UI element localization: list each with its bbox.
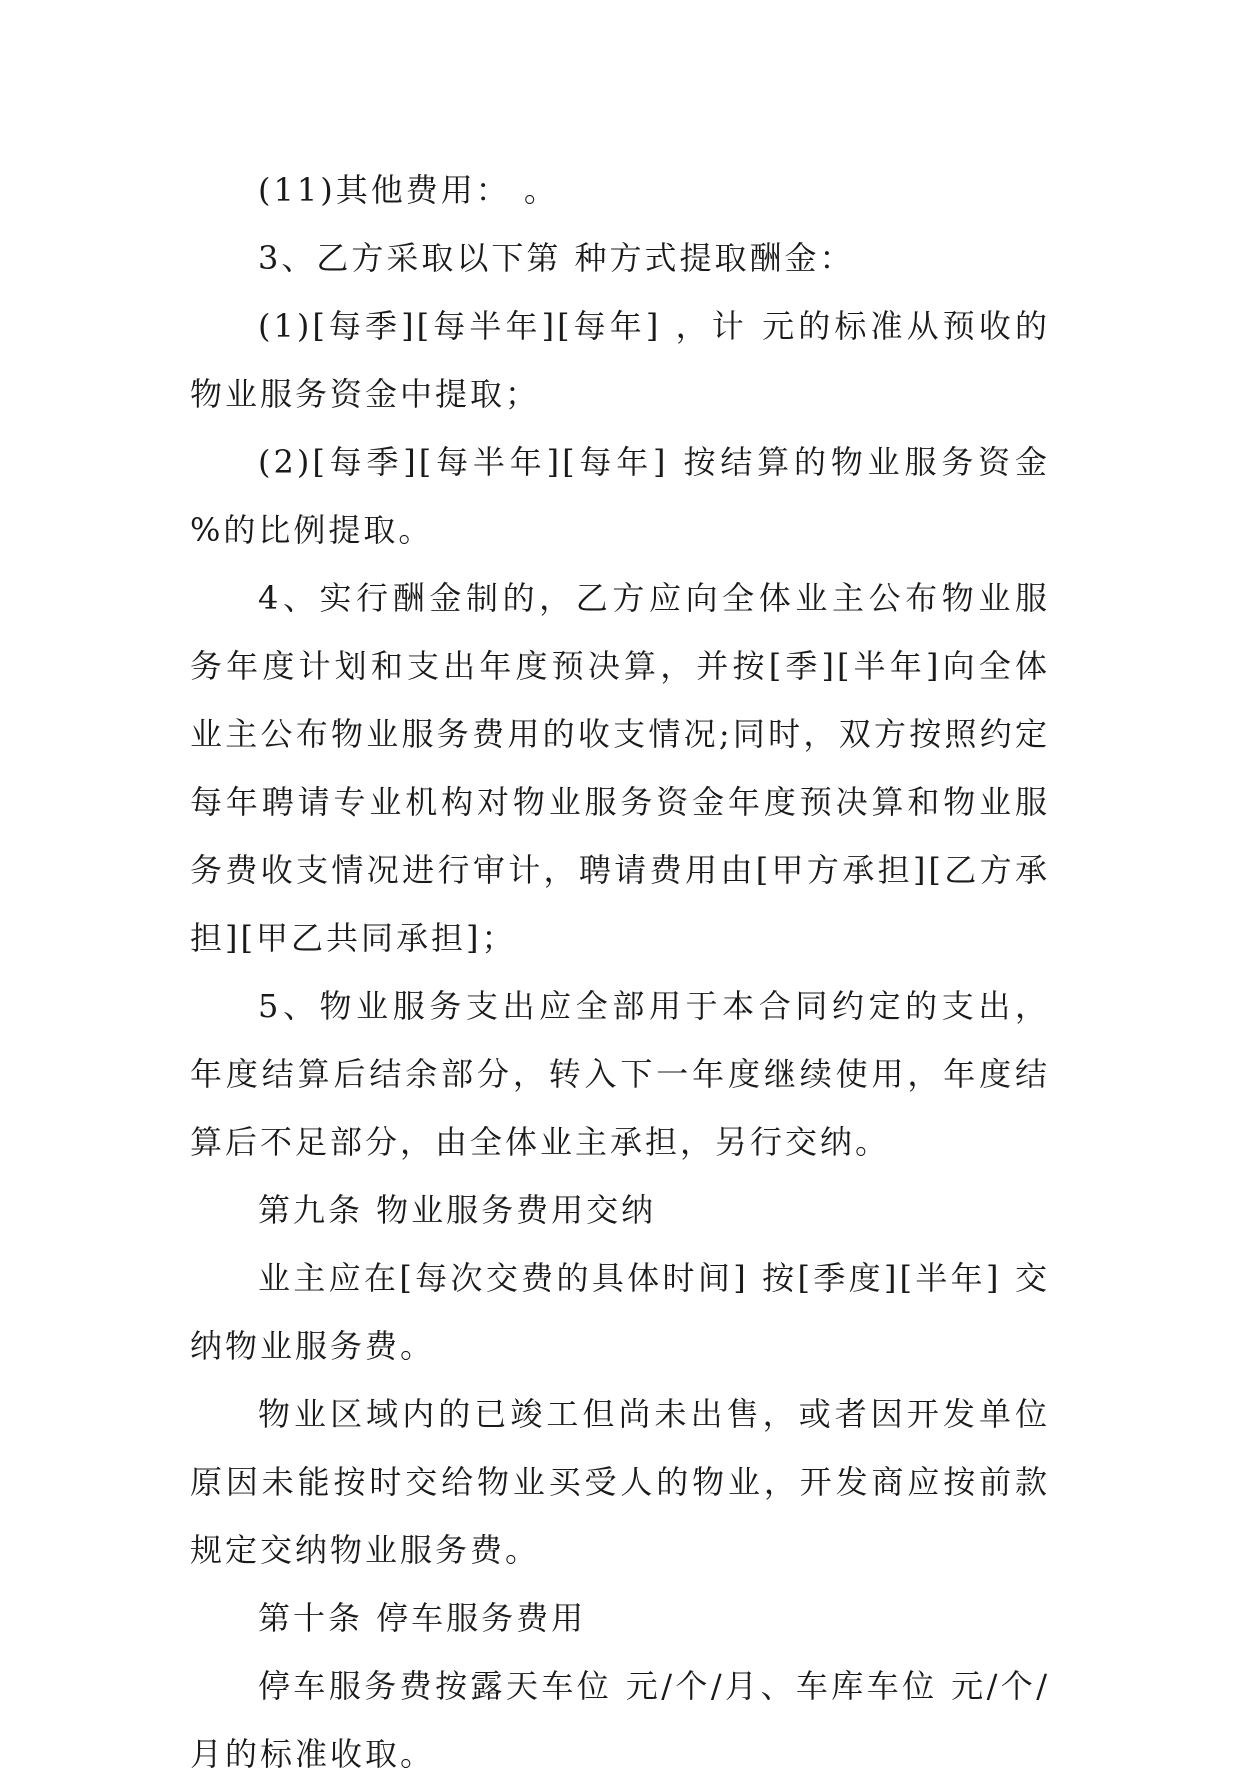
article-9-heading: 第九条 物业服务费用交纳 xyxy=(258,1191,657,1229)
paragraph-article-10-parking: 停车服务费按露天车位 元/个/月、车库车位 元/个/月的标准收取。 xyxy=(190,1667,1050,1773)
paragraph-remuneration-method: 3、乙方采取以下第 种方式提取酬金： xyxy=(258,239,855,277)
paragraph-other-fees: (11)其他费用： 。 xyxy=(258,171,559,209)
paragraph-item-4: 4、实行酬金制的，乙方应向全体业主公布物业服务年度计划和支出年度预决算，并按[季][半年]向全体业主公布物业服务费用的收支情况;同时，双方按照约定每年聘请专业机构对物业服务资金年度预决算和物业服务费收支情况进行审计，聘请费用由[甲方承担][乙方承担][甲乙共同承担]； xyxy=(190,579,1050,957)
paragraph-option-1: (1)[每季][每半年][每年] ，计 元的标准从预收的物业服务资金中提取； xyxy=(190,307,1050,413)
paragraph-option-2: (2)[每季][每半年][每年] 按结算的物业服务资金 %的比例提取。 xyxy=(190,443,1050,549)
paragraph-article-9-developer: 物业区域内的已竣工但尚未出售，或者因开发单位原因未能按时交给物业买受人的物业，开发商应按前款规定交纳物业服务费。 xyxy=(190,1395,1050,1569)
article-10-heading: 第十条 停车服务费用 xyxy=(258,1599,587,1637)
paragraph-article-9-payment: 业主应在[每次交费的具体时间] 按[季度][半年] 交纳物业服务费。 xyxy=(190,1259,1050,1365)
paragraph-item-5: 5、物业服务支出应全部用于本合同约定的支出，年度结算后结余部分，转入下一年度继续使用，年度结算后不足部分，由全体业主承担，另行交纳。 xyxy=(190,987,1050,1161)
document-body xyxy=(190,156,1050,1788)
